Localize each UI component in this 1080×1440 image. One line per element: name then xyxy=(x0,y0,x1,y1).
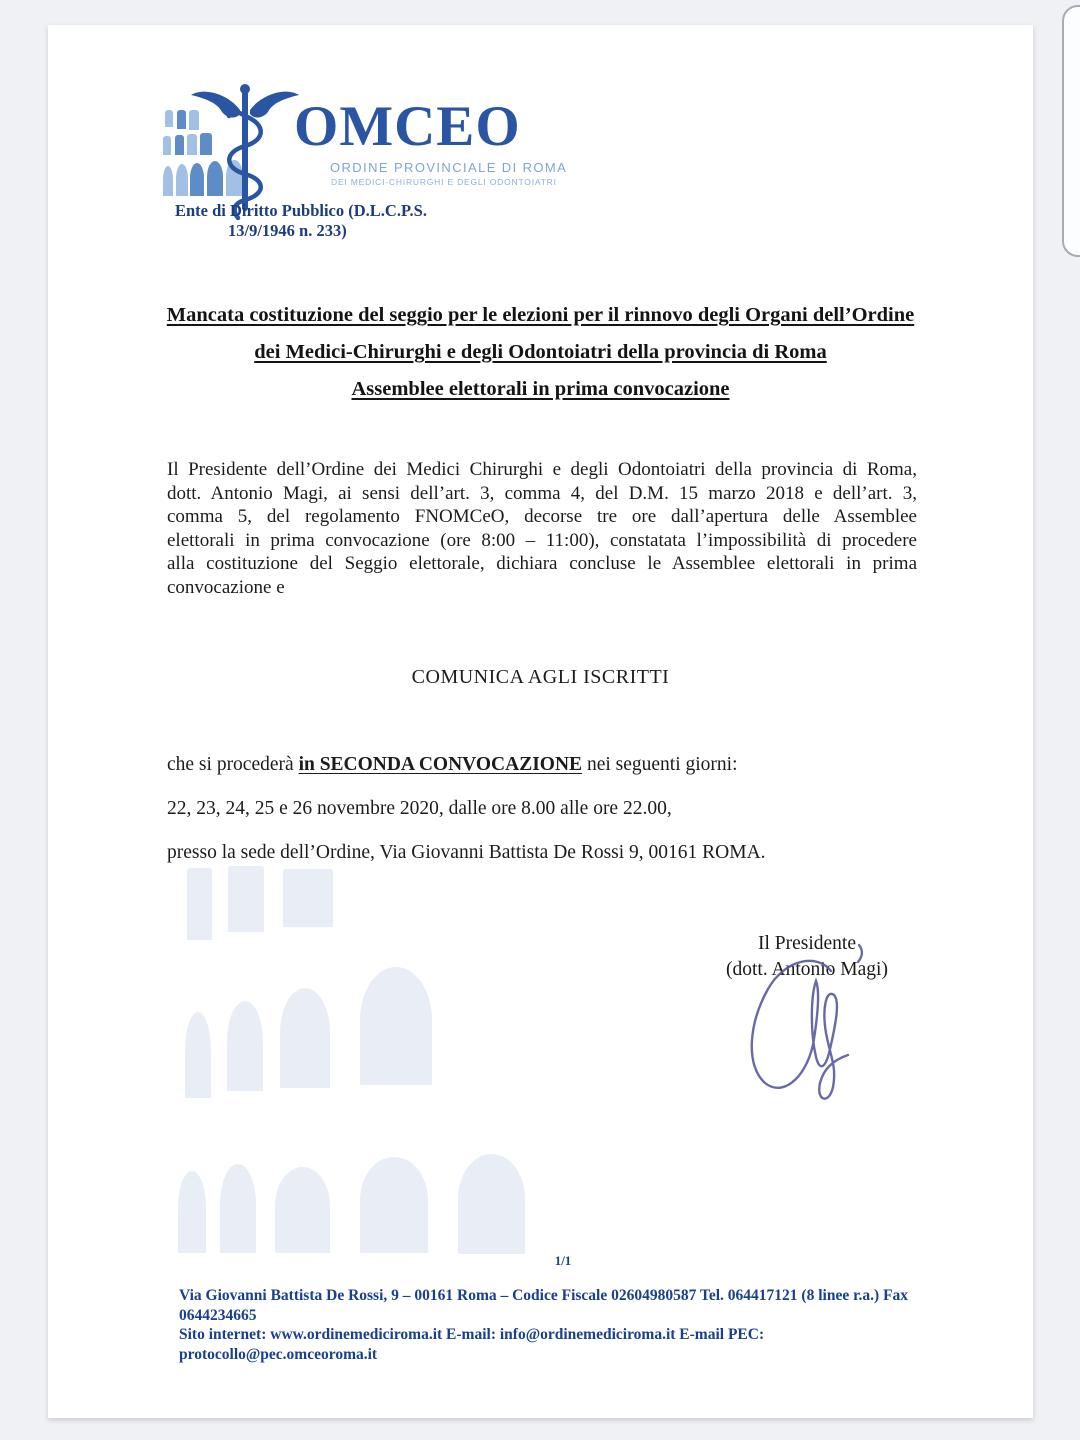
watermark-arch xyxy=(360,1157,428,1253)
body-line: alla costituzione del Seggio elettorale, dichiara concluse le Assemblee elettorali in prima xyxy=(167,553,917,575)
watermark-arch xyxy=(227,1001,263,1091)
schedule-line-3: presso la sede dell’Ordine, Via Giovanni Battista De Rossi 9, 00161 ROMA. xyxy=(167,842,766,863)
page-number: 1/1 xyxy=(554,1253,572,1268)
watermark-block xyxy=(228,866,264,932)
logo-subtitle-2: DEI MEDICI-CHIRURGHI E DEGLI ODONTOIATRI xyxy=(331,177,557,187)
entity-line-1: Ente di Diritto Pubblico (D.L.C.P.S. xyxy=(175,201,427,220)
footer-line-4: protocollo@pec.omceoroma.it xyxy=(179,1345,378,1363)
schedule-line-1 xyxy=(167,754,738,776)
entity-statement xyxy=(175,201,427,241)
watermark-arch xyxy=(360,967,432,1085)
watermark-arch xyxy=(185,1012,211,1098)
scrollbar-thumb[interactable] xyxy=(1062,5,1080,257)
logo-subtitle: ORDINE PROVINCIALE DI ROMA xyxy=(330,160,568,175)
schedule-line-1-pre: che si procederà xyxy=(167,754,299,775)
watermark-block xyxy=(187,868,212,940)
body-line: Il Presidente dell’Ordine dei Medici Chirurghi e degli Odontoiatri della provincia di Roma, xyxy=(167,459,917,480)
watermark-arch xyxy=(178,1171,206,1253)
watermark-arch xyxy=(458,1154,525,1254)
schedule-line-1-emphasis: in SECONDA CONVOCAZIONE xyxy=(298,754,583,775)
entity-line-2: 13/9/1946 n. 233) xyxy=(228,221,347,240)
signature-name: (dott. Antonio Magi) xyxy=(726,959,888,980)
logo-acronym: OMCEO xyxy=(294,95,521,158)
schedule-line-1-post: nei seguenti giorni: xyxy=(582,754,738,775)
schedule-line-2: 22, 23, 24, 25 e 26 novembre 2020, dalle ore 8.00 alle ore 22.00, xyxy=(167,798,672,819)
body-paragraph xyxy=(167,458,917,600)
document-page xyxy=(48,25,1033,1418)
signature-ink xyxy=(733,937,888,1115)
body-line: comma 5, del regolamento FNOMCeO, decorse tre ore dall’apertura delle Assemblee xyxy=(167,506,917,528)
title-line-3: Assemblee elettorali in prima convocazione xyxy=(351,378,730,400)
body-line: convocazione e xyxy=(167,576,285,598)
body-line: dott. Antonio Magi, ai sensi dell’art. 3, comma 4, del D.M. 15 marzo 2018 e dell’art. 3, xyxy=(167,482,917,504)
title-line-2: dei Medici-Chirurghi e degli Odontoiatri della provincia di Roma xyxy=(254,341,827,363)
footer-line-1: Via Giovanni Battista De Rossi, 9 – 00161 Roma – Codice Fiscale 02604980587 Tel. 064417121 (8 linee r.a.) Fax xyxy=(179,1287,909,1304)
document-title xyxy=(48,297,1033,408)
body-line: elettorali in prima convocazione (ore 8:00 – 11:00), constatata l’impossibilità di procedere xyxy=(167,529,917,551)
footer-contact-block xyxy=(179,1286,1049,1364)
comunica-heading: COMUNICA AGLI ISCRITTI xyxy=(411,666,670,688)
watermark-arch xyxy=(280,988,330,1088)
watermark-arch xyxy=(220,1164,256,1253)
footer-line-2: 0644234665 xyxy=(179,1306,257,1324)
title-line-1: Mancata costituzione del seggio per le elezioni per il rinnovo degli Organi dell’Ordine xyxy=(166,304,915,326)
watermark-arch xyxy=(275,1167,330,1253)
footer-line-3: Sito internet: www.ordinemediciroma.it E-mail: info@ordinemediciroma.it E-mail PEC: xyxy=(179,1326,765,1343)
watermark-block xyxy=(283,869,333,927)
signature-role: Il Presidente xyxy=(757,933,856,954)
